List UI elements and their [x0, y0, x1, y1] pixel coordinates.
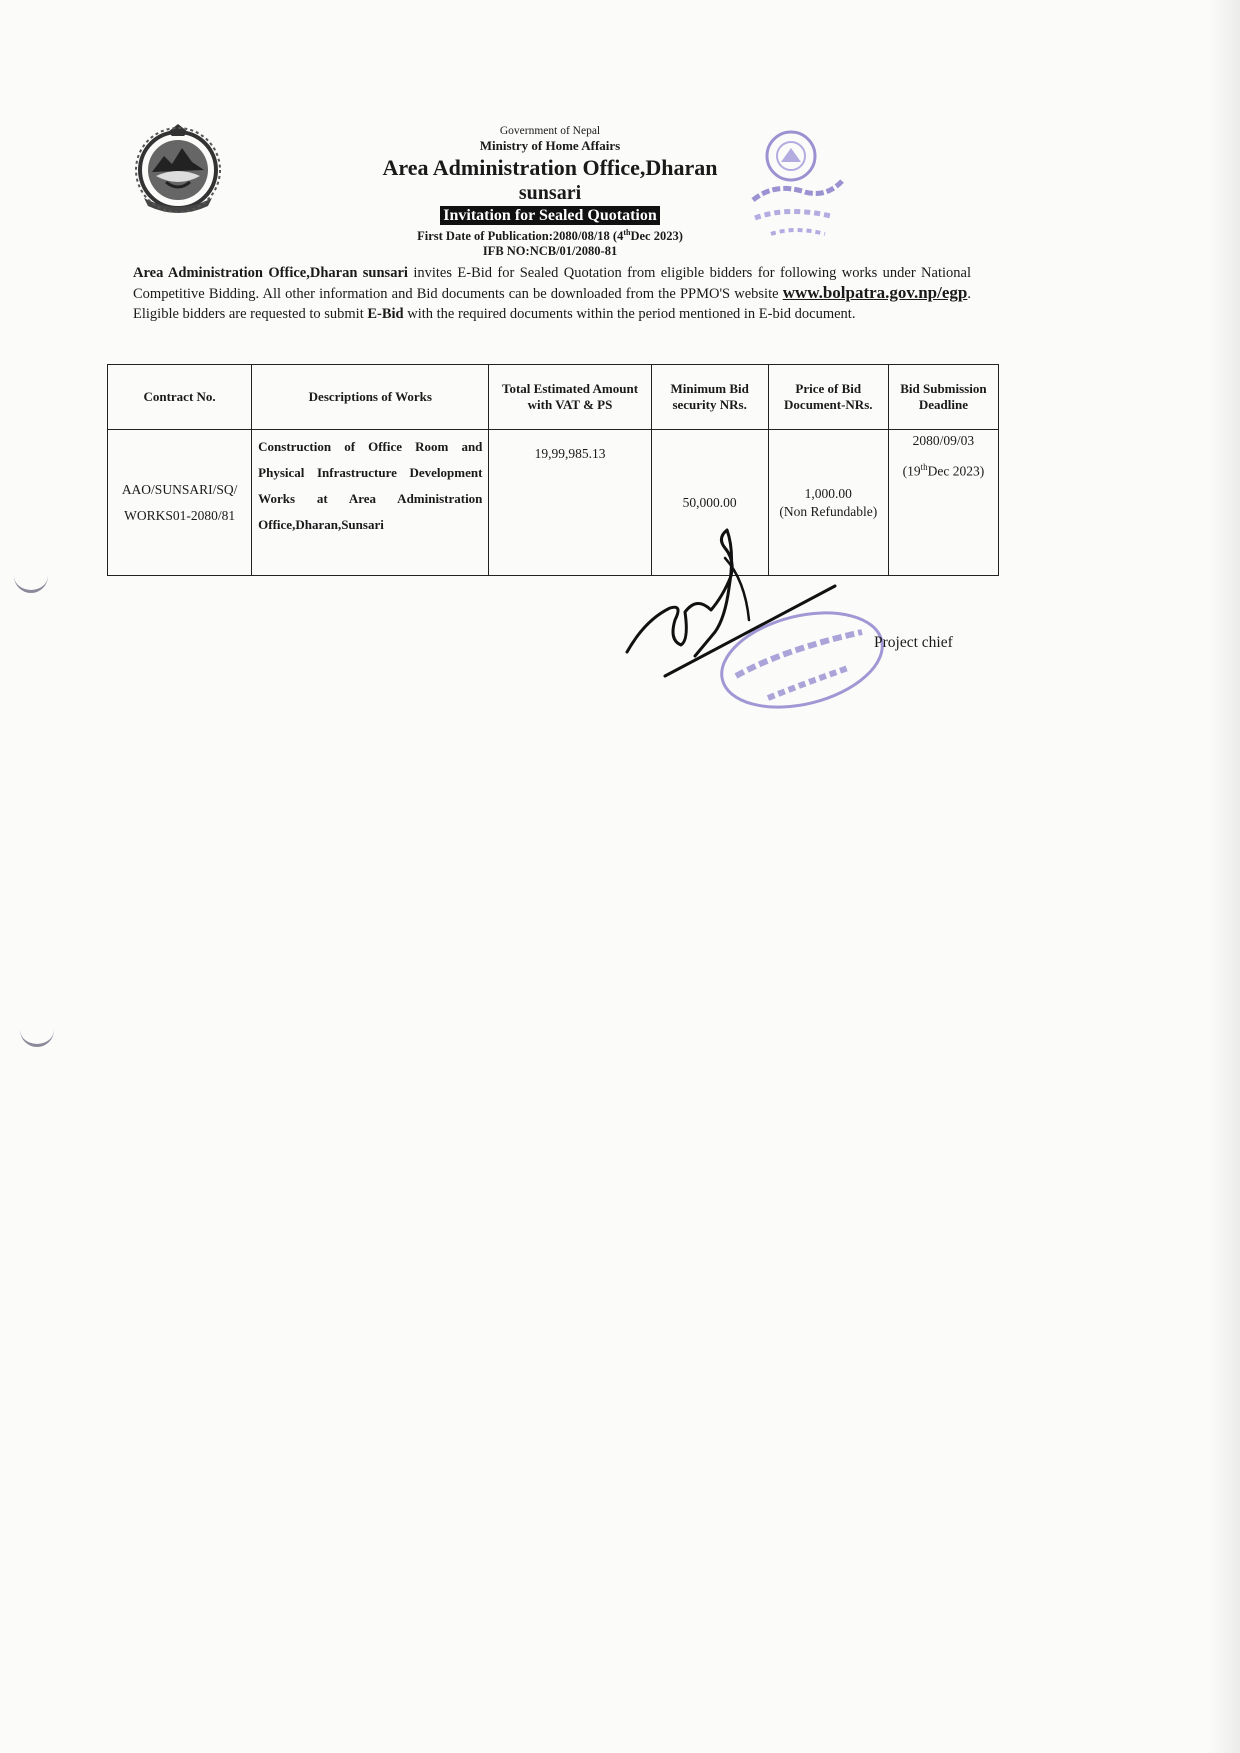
- price-note: (Non Refundable): [779, 503, 878, 519]
- intro-office-name: Area Administration Office,Dharan sunsari: [133, 265, 408, 281]
- ministry-name: Ministry of Home Affairs: [479, 138, 621, 153]
- cell-contract-no: AAO/SUNSARI/SQ/ WORKS01-2080/81: [108, 430, 252, 576]
- government-name: Government of Nepal: [499, 125, 601, 137]
- district-name: sunsari: [518, 182, 582, 204]
- header-document-price: Price of Bid Document-NRs.: [768, 365, 888, 430]
- header-contract-no: Contract No.: [108, 365, 252, 430]
- deadline-date: 2080/09/03: [912, 433, 975, 448]
- cell-description: Construction of Office Room and Physical Infrastructure Development Works at Area Administration Office,Dharan,Sunsari: [252, 430, 489, 576]
- intro-paragraph: Area Administration Office,Dharan sunsari invites E-Bid for Sealed Quotation from eligible bidders for following works under National Competitive Bidding. All other information and Bid documents can be downloaded from the PPMO'S website www.bolpatra.gov.np/egp. Eligible bidders are requested to submit E-Bid with the required documents within the period mentioned in E-bid document.: [133, 265, 971, 322]
- signatory-designation: Project chief: [874, 634, 953, 651]
- website-link[interactable]: www.bolpatra.gov.np/egp: [782, 283, 968, 302]
- header-deadline: Bid Submission Deadline: [888, 365, 998, 430]
- official-stamp-icon: [712, 598, 892, 716]
- punch-hole-top: [14, 568, 48, 593]
- cell-estimated-amount: 19,99,985.13: [489, 430, 651, 576]
- notice-title-banner: Invitation for Sealed Quotation: [440, 206, 660, 225]
- scan-edge-shadow: [1210, 0, 1240, 1753]
- cell-bid-security: 50,000.00: [651, 430, 768, 576]
- table-header-row: [108, 365, 999, 430]
- publication-date: First Date of Publication:2080/08/18 (4thDec 2023): [417, 228, 683, 244]
- punch-hole-bottom: [20, 1022, 54, 1047]
- ebid-term: E-Bid: [367, 306, 404, 322]
- office-name: Area Administration Office,Dharan: [382, 155, 718, 180]
- deadline-english-date: (19thDec 2023): [902, 462, 985, 479]
- header-bid-security: Minimum Bid security NRs.: [651, 365, 768, 430]
- price-amount: 1,000.00: [804, 485, 852, 501]
- header-description: Descriptions of Works: [252, 365, 489, 430]
- ifb-number: IFB NO:NCB/01/2080-81: [482, 244, 618, 259]
- notice-header: [300, 124, 800, 259]
- nepal-emblem-icon: [130, 120, 226, 216]
- header-estimated-amount: Total Estimated Amount with VAT & PS: [489, 365, 651, 430]
